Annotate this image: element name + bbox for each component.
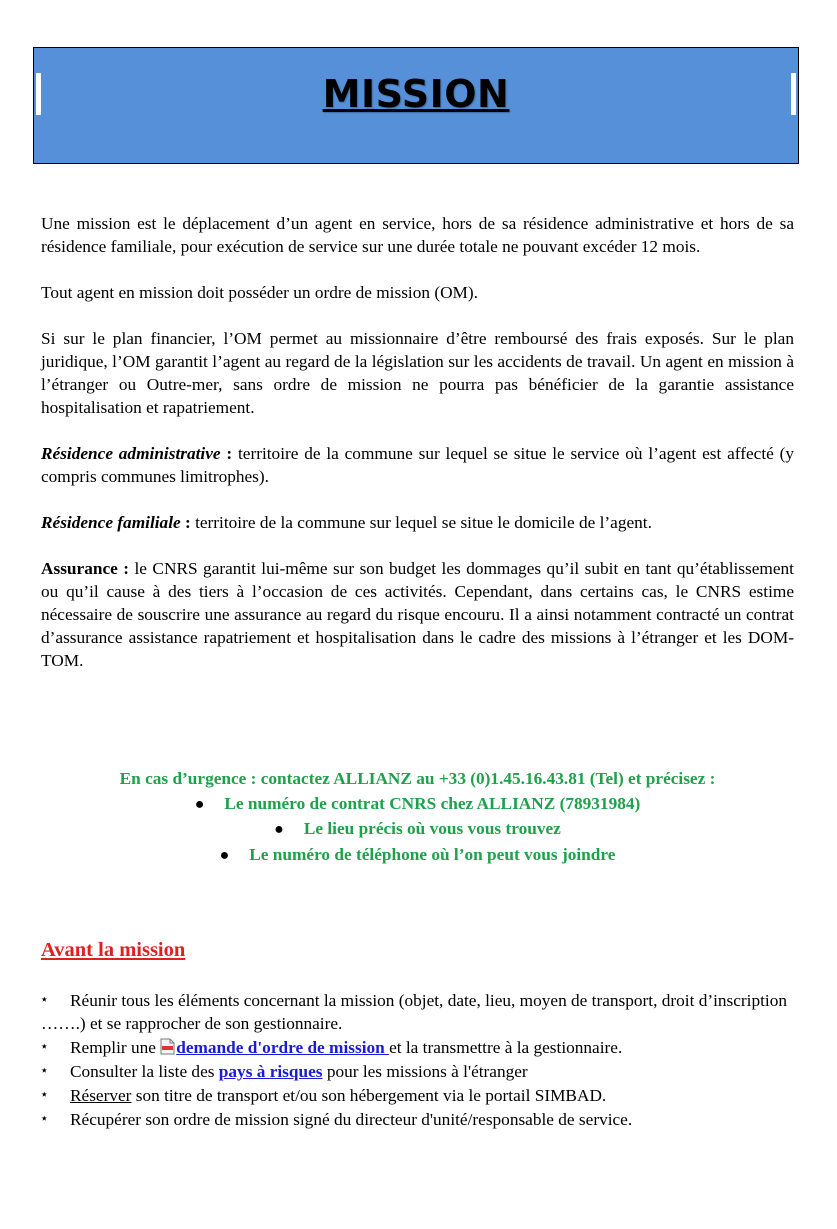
step-item [41, 1035, 794, 1059]
step-item [41, 1107, 794, 1131]
step-text: son titre de transport et/ou son hébergement via le portail SIMBAD. [131, 1086, 607, 1105]
star-bullet-icon: ٭ [41, 1039, 48, 1053]
page-title: MISSION [322, 72, 510, 116]
emergency-list [41, 792, 794, 869]
star-bullet-icon: ٭ [41, 992, 48, 1006]
residence-administrative-paragraph [41, 442, 794, 488]
intro-content [41, 212, 794, 672]
bullet-icon: ● [194, 795, 205, 813]
residence-administrative-term: Résidence administrative [41, 444, 221, 463]
step-item [41, 988, 794, 1035]
star-bullet-icon: ٭ [41, 1063, 48, 1077]
step-item [41, 1083, 794, 1107]
om-purpose-paragraph: Si sur le plan financier, l’OM permet au missionnaire d’être remboursé des frais exposés. Sur le plan juridique, l’OM garantit l’agent au regard de la législation sur les accidents de travail. Un agent en mission à l’étranger ou Outre-mer, sans ordre de mission ne pourra pas bénéficier de la garantie assistance hospitalisation et rapatriement. [41, 329, 794, 417]
residence-familiale-text: territoire de la commune sur lequel se situe le domicile de l’agent. [195, 513, 652, 532]
pays-a-risques-link[interactable]: pays à risques [218, 1062, 323, 1081]
document-icon [160, 1038, 175, 1055]
residence-administrative-separator: : [220, 444, 238, 463]
star-bullet-icon: ٭ [41, 1087, 48, 1101]
definition-paragraph: Une mission est le déplacement d’un agent en service, hors de sa résidence administrative et hors de sa résidence familiale, pour exécution de service sur une durée totale ne pouvant excéder 12 mois. [41, 214, 794, 256]
step-item [41, 1059, 794, 1083]
emergency-heading: En cas d’urgence : contactez ALLIANZ au +33 (0)1.45.16.43.81 (Tel) et précisez : [119, 769, 716, 788]
emergency-item-text: Le numéro de téléphone où l’on peut vous joindre [249, 844, 616, 864]
emergency-item-text: Le lieu précis où vous vous trouvez [303, 819, 561, 838]
emergency-item [41, 817, 794, 843]
reserver-word: Réserver [70, 1086, 132, 1105]
step-text: pour les missions à l'étranger [322, 1062, 528, 1081]
section-heading-avant-la-mission: Avant la mission [41, 939, 186, 961]
bullet-icon: ● [219, 846, 230, 864]
residence-familiale-separator: : [180, 513, 196, 532]
bullet-icon: ● [274, 821, 284, 838]
step-text: Réunir tous les éléments concernant la mission (objet, date, lieu, moyen de transport, droit d’inscription …….) et se rapprocher de son gestionnaire. [41, 991, 788, 1033]
step-text: Récupérer son ordre de mission signé du directeur d'unité/responsable de service. [70, 1110, 633, 1129]
assurance-text: le CNRS garantit lui-même sur son budget les dommages qu’il subit en tant qu’établissement ou qu’il cause à des tiers à l’occasion de ces activités. Cependant, dans certains cas, le CNRS estime nécessaire de souscrire une assurance au regard du risque encouru. Il a ainsi notamment contracté un contrat d’assurance assistance rapatriement et hospitalisation dans le cadre des missions à l’étranger et les DOM-TOM. [41, 559, 794, 670]
emergency-block [41, 767, 794, 868]
star-bullet-icon: ٭ [41, 1111, 48, 1125]
assurance-term: Assurance : [41, 559, 130, 578]
residence-administrative-text: territoire de la commune sur lequel se situe le service où l’agent est affecté (y compris communes limitrophes). [41, 444, 795, 486]
avant-steps-list [41, 988, 794, 1131]
step-text: Remplir une [70, 1038, 161, 1057]
residence-familiale-term: Résidence familiale [41, 513, 181, 532]
demande-ordre-mission-link[interactable]: demande d'ordre de mission [176, 1038, 390, 1057]
assurance-paragraph [41, 557, 794, 672]
title-banner [33, 47, 799, 164]
emergency-item-text: Le numéro de contrat CNRS chez ALLIANZ (78931984) [224, 793, 641, 813]
step-text: Consulter la liste des [70, 1062, 219, 1081]
step-text: et la transmettre à la gestionnaire. [389, 1038, 623, 1057]
om-required-paragraph: Tout agent en mission doit posséder un ordre de mission (OM). [41, 283, 479, 302]
emergency-item [41, 792, 794, 818]
emergency-item [41, 843, 794, 869]
residence-familiale-paragraph [41, 511, 794, 534]
